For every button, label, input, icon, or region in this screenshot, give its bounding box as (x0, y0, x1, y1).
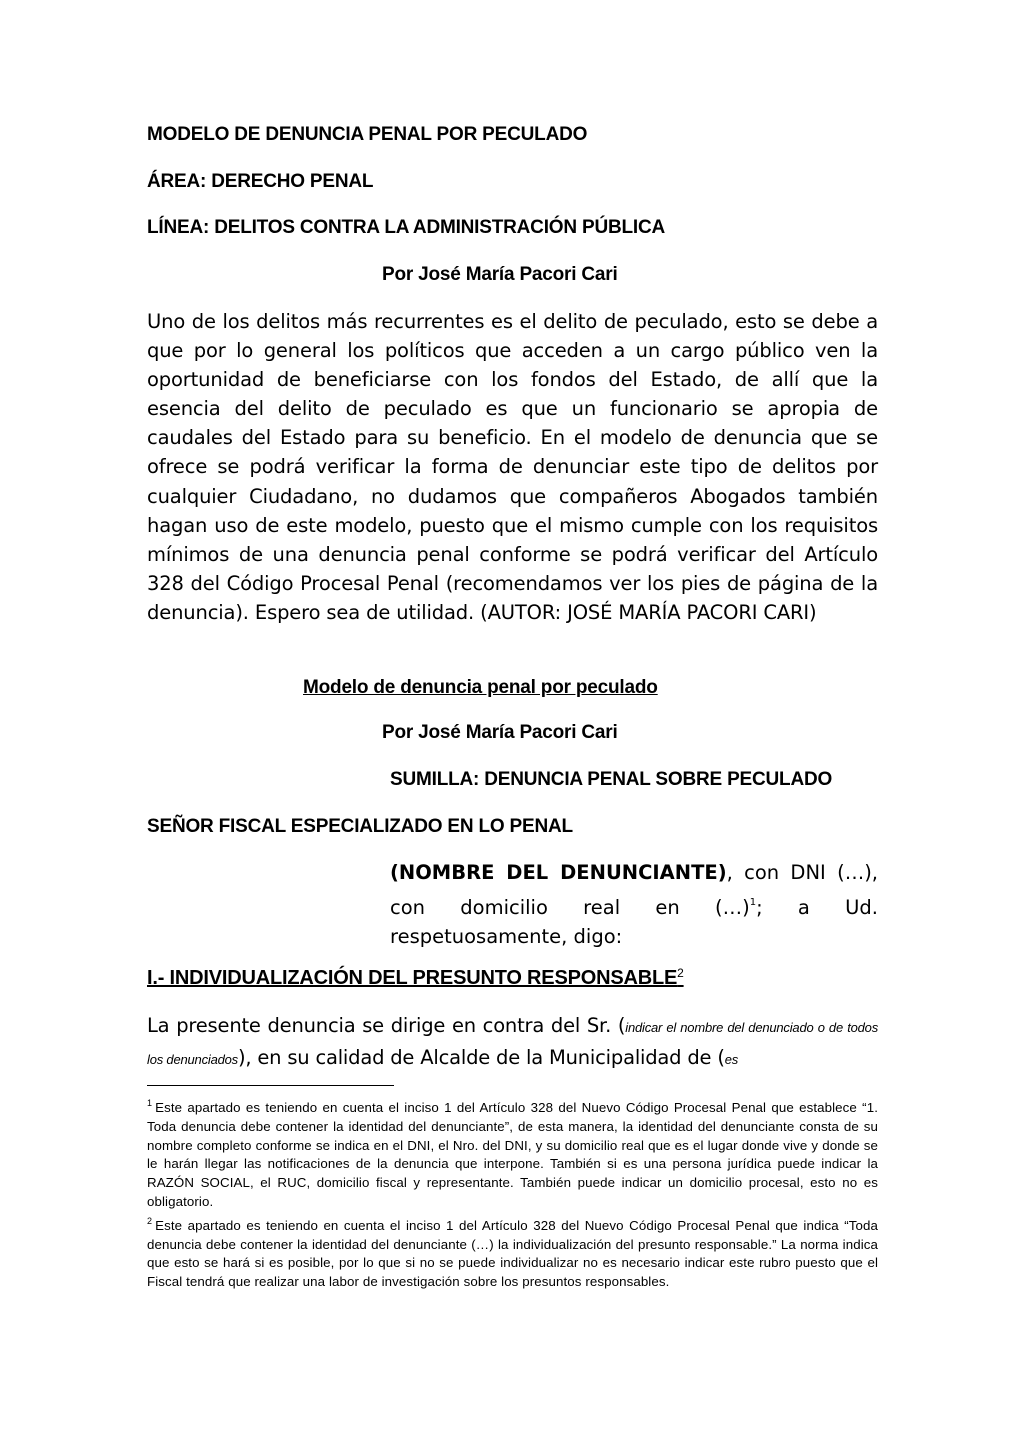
footnote-1 (147, 1094, 878, 1212)
section-1-text-1: La presente denuncia se dirige en contra del Sr. ( (147, 1014, 626, 1037)
footnote-ref-2: 2 (677, 966, 684, 980)
denunciante-text-2: ; a Ud. respetuosamente, digo: (390, 895, 878, 948)
footnote-divider (147, 1085, 394, 1086)
denunciante-block (390, 858, 878, 952)
document-title: MODELO DE DENUNCIA PENAL POR PECULADO (147, 124, 588, 145)
section-1-paragraph (147, 1011, 878, 1074)
footnotes (147, 1094, 878, 1292)
addressee-line: SEÑOR FISCAL ESPECIALIZADO EN LO PENAL (147, 816, 573, 837)
author-line: Por José María Pacori Cari (382, 264, 618, 285)
footnote-2-text: Este apartado es teniendo en cuenta el inciso 1 del Artículo 328 del Nuevo Código Procesal Penal que indica “Toda denuncia debe contener la identidad del denunciante (…) la individualización del presunto responsable.” La norma indica que esto se hará si es posible, por lo que si no se puede individualizar no es necesario indicar este rubro puesto que el Fiscal tendrá que realizar una labor de investigación sobre los presuntos responsables. (147, 1217, 878, 1290)
footnote-ref-1: 1 (749, 896, 757, 908)
model-title: Modelo de denuncia penal por peculado (303, 677, 658, 698)
section-1-title: I.- INDIVIDUALIZACIÓN DEL PRESUNTO RESPONSABLE (147, 967, 678, 989)
denunciante-name: (NOMBRE DEL DENUNCIANTE) (390, 861, 727, 884)
model-author: Por José María Pacori Cari (382, 722, 618, 743)
footnote-1-text: Este apartado es teniendo en cuenta el inciso 1 del Artículo 328 del Nuevo Código Procesal Penal que establece “1. Toda denuncia debe contener la identidad del denunciante”, de esta manera, la identidad del denunciante consta de su nombre completo conforme se indica en el DNI, el Nro. del DNI, y su domicilio real que es el lugar donde vive y donde se le harán llegar las notificaciones de la denuncia que interpone. También si es una persona jurídica puede indicar la RAZÓN SOCIAL, el RUC, domicilio fiscal y representante. También puede indicar un domicilio procesal, esto no es obligatorio. (147, 1100, 878, 1209)
area-line: ÁREA: DERECHO PENAL (147, 171, 374, 192)
intro-paragraph: Uno de los delitos más recurrentes es el delito de peculado, esto se debe a que por lo general los políticos que acceden a un cargo público ven la oportunidad de beneficiarse con los fondos del Estado, de allí que la esencia del delito de peculado es que un funcionario se apropia de caudales del Estado para su beneficio. En el modelo de denuncia que se ofrece se podrá verificar la forma de denunciar este tipo de delitos por cualquier Ciudadano, no dudamos que compañeros Abogados también hagan uso de este modelo, puesto que el mismo cumple con los requisitos mínimos de una denuncia penal conforme se podrá verificar del Artículo 328 del Código Procesal Penal (recomendamos ver los pies de página de la denuncia). Espero sea de utilidad. (AUTOR: JOSÉ MARÍA PACORI CARI) (147, 310, 878, 624)
section-1-heading (147, 966, 684, 990)
sumilla-line: SUMILLA: DENUNCIA PENAL SOBRE PECULADO (390, 769, 833, 790)
section-1-text-2: ), en su calidad de Alcalde de la Municipalidad de ( (237, 1045, 725, 1069)
section-1-italic-1: indicar el nombre del denunciado o de todos los denunciados (147, 1020, 878, 1067)
footnote-1-number: 1 (147, 1098, 153, 1108)
section-1-italic-2: es (724, 1051, 739, 1067)
denunciante-text-1: , con DNI (…), con domicilio real en (…) (390, 861, 878, 919)
linea-line: LÍNEA: DELITOS CONTRA LA ADMINISTRACIÓN PÚBLICA (147, 217, 666, 238)
footnote-2 (147, 1212, 878, 1292)
footnote-2-number: 2 (147, 1215, 153, 1226)
